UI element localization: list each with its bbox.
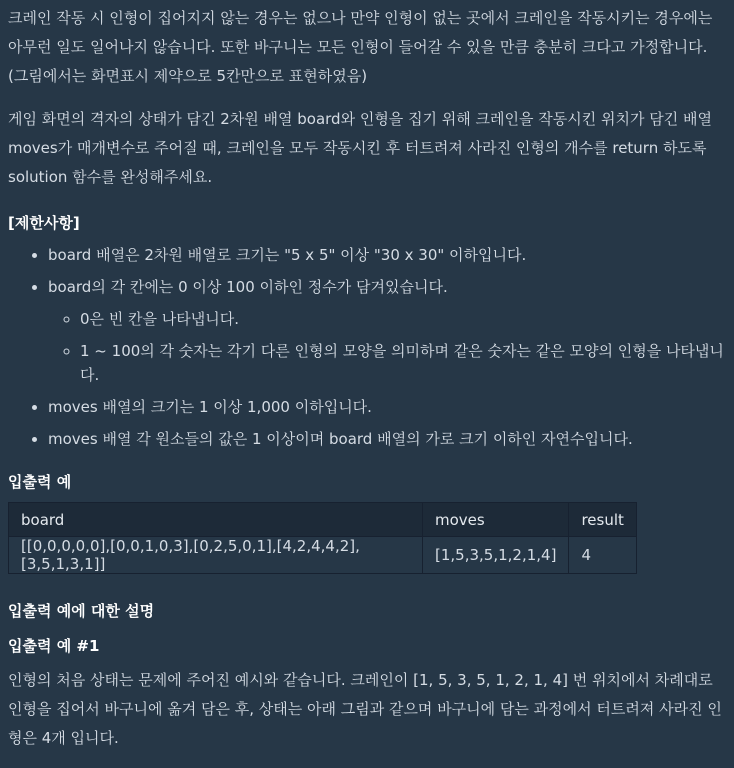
constraints-list xyxy=(8,243,726,451)
constraint-sublist xyxy=(48,307,726,387)
cell-result: 4 xyxy=(569,537,636,574)
constraint-subitem: ◦ 0은 빈 칸을 나타냅니다. xyxy=(80,307,726,331)
table-header-row xyxy=(9,503,637,537)
explanation-subheading: 입출력 예 #1 xyxy=(8,637,100,655)
header-result: result xyxy=(569,503,636,537)
intro-paragraph-1: 크레인 작동 시 인형이 집어지지 않는 경우는 없으나 만약 인형이 없는 곳에서 크레인을 작동시키는 경우에는 아무런 일도 일어나지 않습니다. 또한 바구니는 모든 인형이 들어갈 수 있을 만큼 충분히 크다고 가정합니다. (그림에서는 화면표시 제약으로 5칸만으로 표현하였음) xyxy=(8,9,713,85)
constraint-item: • moves 배열의 크기는 1 이상 1,000 이하입니다. xyxy=(48,395,726,419)
constraint-item: • board의 각 칸에는 0 이상 100 이하인 정수가 담겨있습니다. ◦ 0은 빈 칸을 나타냅니다. ◦ 1 ~ 100의 각 숫자는 각기 다른 인형의 모양을 의미하며 같은 숫자는 같은 모양의 인형을 나타냅니다. xyxy=(48,275,726,387)
table-row xyxy=(9,537,637,574)
cell-board: [[0,0,0,0,0],[0,0,1,0,3],[0,2,5,0,1],[4,2,4,4,2],[3,5,1,3,1]] xyxy=(9,537,423,574)
explanation-paragraph: 인형의 처음 상태는 문제에 주어진 예시와 같습니다. 크레인이 [1, 5, 3, 5, 1, 2, 1, 4] 번 위치에서 차례대로 인형을 집어서 바구니에 옮겨 담은 후, 상태는 아래 그림과 같으며 바구니에 담는 과정에서 터트려져 사라진 인형은 4개 입니다. xyxy=(8,671,722,747)
io-example-heading: 입출력 예 xyxy=(8,473,72,491)
constraint-subitem: ◦ 1 ~ 100의 각 숫자는 각기 다른 인형의 모양을 의미하며 같은 숫자는 같은 모양의 인형을 나타냅니다. xyxy=(80,339,726,387)
constraints-heading: [제한사항] xyxy=(8,214,80,232)
constraint-item: • board 배열은 2차원 배열로 크기는 "5 x 5" 이상 "30 x 30" 이하입니다. xyxy=(48,243,726,267)
cell-moves: [1,5,3,5,1,2,1,4] xyxy=(423,537,569,574)
intro-paragraph-2: 게임 화면의 격자의 상태가 담긴 2차원 배열 board와 인형을 집기 위해 크레인을 작동시킨 위치가 담긴 배열 moves가 매개변수로 주어질 때, 크레인을 모두 작동시킨 후 터트려져 사라진 인형의 개수를 return 하도록 solution 함수를 완성해주세요. xyxy=(8,110,712,186)
explanation-heading: 입출력 예에 대한 설명 xyxy=(8,602,155,620)
header-moves: moves xyxy=(423,503,569,537)
io-example-table xyxy=(8,502,637,574)
constraint-item: • moves 배열 각 원소들의 값은 1 이상이며 board 배열의 가로 크기 이하인 자연수입니다. xyxy=(48,427,726,451)
header-board: board xyxy=(9,503,423,537)
